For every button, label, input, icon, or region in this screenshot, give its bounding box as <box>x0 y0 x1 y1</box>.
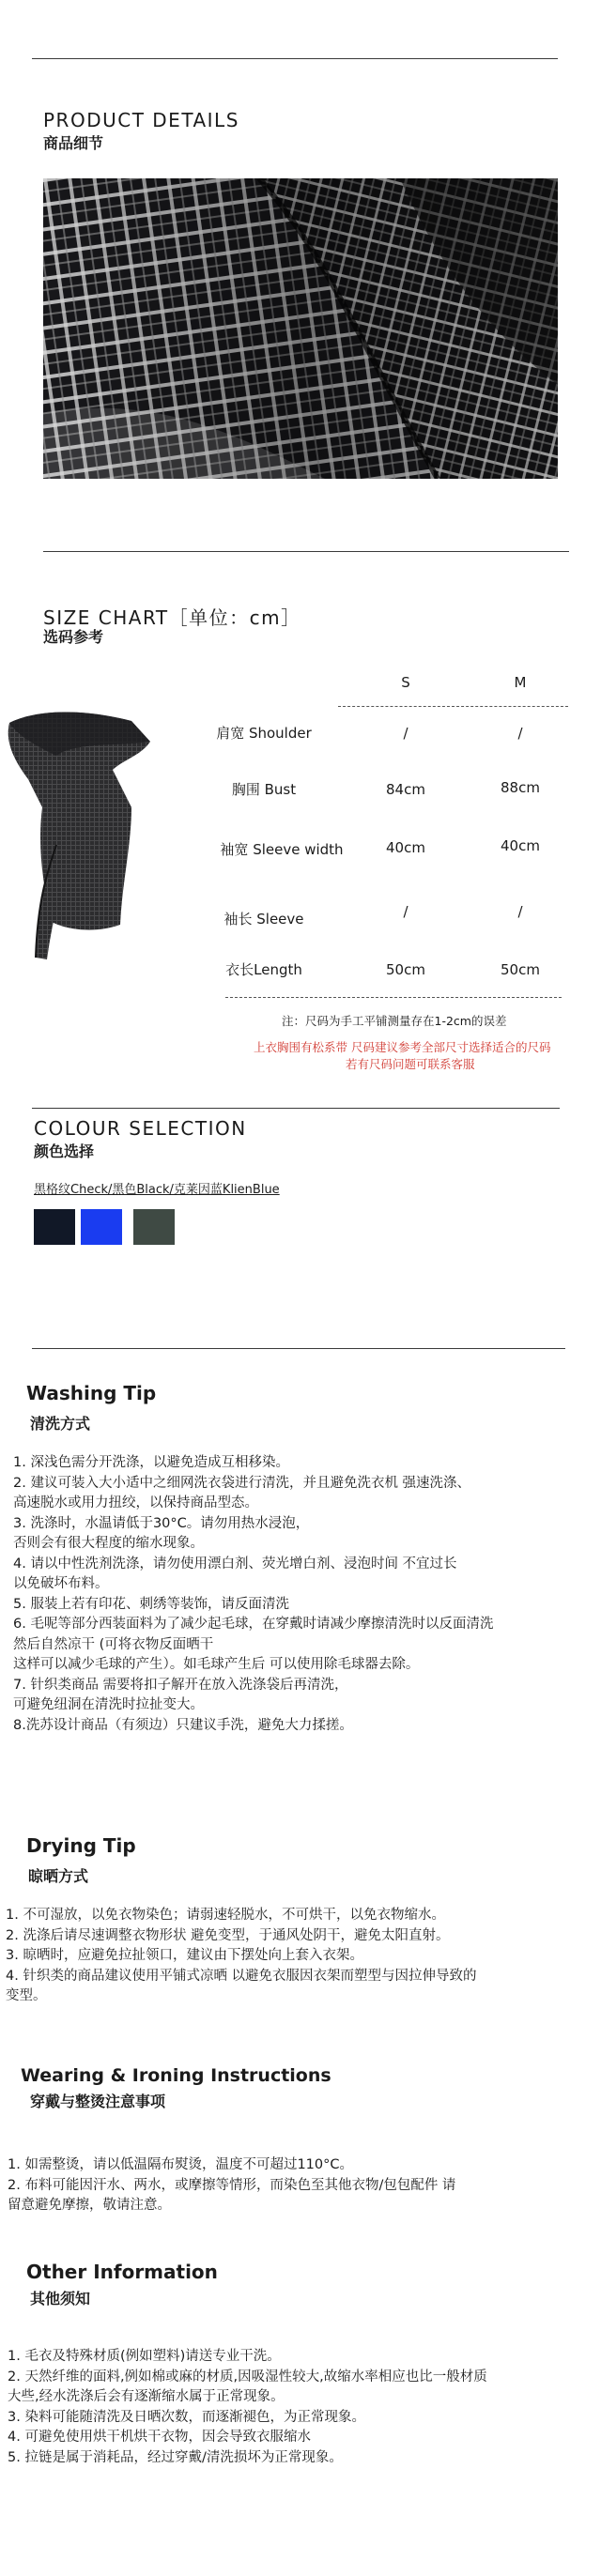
size-header-s: S <box>401 674 410 691</box>
wearing-tip-title: Wearing & Ironing Instructions <box>21 2065 331 2086</box>
other-line: 4. 可避免使用烘干机烘干衣物，因会导致衣服缩水 <box>8 2430 311 2445</box>
drying-line: 1. 不可湿放，以免衣物染色；请弱速轻脱水，不可烘干，以免衣物缩水。 <box>6 1908 445 1923</box>
wearing-tip-list <box>8 2155 590 2216</box>
washing-tip-title: Washing Tip <box>26 1382 157 1404</box>
other-line: 1. 毛衣及特殊材质(例如塑料)请送专业干洗。 <box>8 2349 281 2364</box>
other-info-title: Other Information <box>26 2261 218 2283</box>
washing-line: 5. 服装上若有印花、刺绣等装饰，请反面清洗 <box>13 1596 289 1612</box>
size-chart-warning-2: 若有尺码问题可联系客服 <box>346 1057 475 1071</box>
row-value-sleeve-width-s: 40cm <box>386 839 425 856</box>
size-chart-title: SIZE CHART［单位：cm］ <box>43 606 301 629</box>
drying-line: 2. 洗涤后请尽速调整衣物形状 避免变型，于通风处阴干，避免太阳直射。 <box>6 1927 450 1943</box>
washing-line: 8.洗苏设计商品（有须边）只建议手洗，避免大力揉搓。 <box>13 1717 353 1733</box>
garment-photo <box>0 704 178 976</box>
drying-line: 变型。 <box>6 1988 47 2003</box>
drying-line: 4. 针织类的商品建议使用平铺式凉晒 以避免衣服因衣架而塑型与因拉伸导致的 <box>6 1968 477 1984</box>
wearing-tip-subtitle: 穿戴与整烫注意事项 <box>30 2093 166 2110</box>
row-value-bust-s: 84cm <box>386 781 425 798</box>
washing-line: 高速脱水或用力扭绞，以保持商品型态。 <box>13 1495 258 1510</box>
wearing-line: 留意避免摩擦，敬请注意。 <box>8 2198 171 2213</box>
washing-line: 7. 针织类商品 需要将扣子解开在放入洗涤袋后再清洗， <box>13 1677 348 1693</box>
colour-selection-subtitle: 颜色选择 <box>34 1142 95 1160</box>
washing-line: 6. 毛呢等部分西装面料为了减少起毛球，在穿戴时请减少摩擦清洗时以反面清洗 <box>13 1617 494 1632</box>
colour-options-text: 黑格纹Check/黑色Black/克莱因蓝KlienBlue <box>34 1183 280 1197</box>
size-chart-note: 注：尺码为手工平铺测量存在1-2cm的误差 <box>282 1014 507 1028</box>
size-chart-subtitle: 选码参考 <box>43 628 104 646</box>
swatch-check[interactable] <box>34 1209 75 1245</box>
row-label-sleeve-width: 袖宽 Sleeve width <box>220 841 344 858</box>
colour-selection-title: COLOUR SELECTION <box>34 1117 247 1140</box>
row-label-sleeve: 袖长 Sleeve <box>223 911 304 928</box>
washing-tip-subtitle: 清洗方式 <box>30 1415 91 1433</box>
row-value-bust-m: 88cm <box>501 779 540 796</box>
swatch-klein-blue[interactable] <box>81 1209 122 1245</box>
row-label-shoulder: 肩宽 Shoulder <box>216 725 312 742</box>
size-header-m: M <box>514 674 527 691</box>
divider <box>32 1348 565 1349</box>
top-divider <box>32 58 558 59</box>
row-value-sleeve-m: / <box>517 903 523 920</box>
washing-line: 以免破坏布料。 <box>13 1576 109 1591</box>
drying-tip-list <box>6 1906 592 2007</box>
other-info-subtitle: 其他须知 <box>30 2290 91 2308</box>
drying-tip-title: Drying Tip <box>26 1834 136 1857</box>
washing-line: 然后自然凉干 (可将衣物反面晒干 <box>13 1636 214 1652</box>
swatch-black[interactable] <box>133 1209 175 1245</box>
other-line: 大些,经水洗涤后会有逐渐缩水属于正常现象。 <box>8 2389 285 2404</box>
wearing-line: 2. 布料可能因汗水、两水，或摩擦等情形，而染色至其他衣物/包包配件 请 <box>8 2177 456 2193</box>
washing-line: 这样可以减少毛球的产生）。如毛球产生后 可以使用除毛球器去除。 <box>13 1657 420 1672</box>
washing-line: 3. 洗涤时，水温请低于30°C。请勿用热水浸泡， <box>13 1515 310 1531</box>
size-chart-bottom-line <box>225 997 562 998</box>
row-value-shoulder-s: / <box>403 725 408 742</box>
wearing-line: 1. 如需整烫，请以低温隔布熨烫，温度不可超过110°C。 <box>8 2157 353 2172</box>
divider <box>43 551 569 552</box>
other-line: 2. 天然纤维的面料,例如棉或麻的材质,因吸湿性较大,故缩水率相应也比一般材质 <box>8 2369 487 2384</box>
other-line: 3. 染料可能随清洗及日晒次数，而逐渐褪色，为正常现象。 <box>8 2409 365 2425</box>
washing-tip-list <box>13 1453 590 1736</box>
row-value-length-m: 50cm <box>501 961 540 978</box>
washing-line: 4. 请以中性洗剂洗涤，请勿使用漂白剂、荧光增白剂、浸泡时间 不宜过长 <box>13 1556 457 1572</box>
row-value-sleeve-width-m: 40cm <box>501 837 540 854</box>
washing-line: 2. 建议可装入大小适中之细网洗衣袋进行清洗，并且避免洗衣机 强速洗涤、 <box>13 1475 471 1491</box>
washing-line: 可避免纽洞在清洗时拉扯变大。 <box>13 1697 204 1712</box>
other-line: 5. 拉链是属于消耗品，经过穿戴/清洗损坏为正常现象。 <box>8 2449 343 2465</box>
row-label-length: 衣长Length <box>225 961 302 978</box>
row-label-bust: 胸围 Bust <box>231 781 297 798</box>
washing-line: 1. 深浅色需分开洗涤，以避免造成互相移染。 <box>13 1455 289 1470</box>
washing-line: 否则会有很大程度的缩水现象。 <box>13 1536 204 1551</box>
drying-tip-subtitle: 晾晒方式 <box>28 1867 89 1885</box>
product-details-title: PRODUCT DETAILS <box>43 109 239 131</box>
size-chart-warning-1: 上衣胸围有松系带 尺码建议参考全部尺寸选择适合的尺码 <box>254 1040 551 1054</box>
row-value-sleeve-s: / <box>403 903 408 920</box>
fabric-detail-photo <box>43 178 558 479</box>
divider <box>32 1108 560 1109</box>
row-value-length-s: 50cm <box>386 961 425 978</box>
size-chart-top-line <box>338 706 568 707</box>
other-info-list <box>8 2347 590 2468</box>
product-details-subtitle: 商品细节 <box>43 134 104 152</box>
drying-line: 3. 晾晒时，应避免拉扯领口，建议由下摆处向上套入衣架。 <box>6 1948 363 1963</box>
row-value-shoulder-m: / <box>517 725 523 742</box>
